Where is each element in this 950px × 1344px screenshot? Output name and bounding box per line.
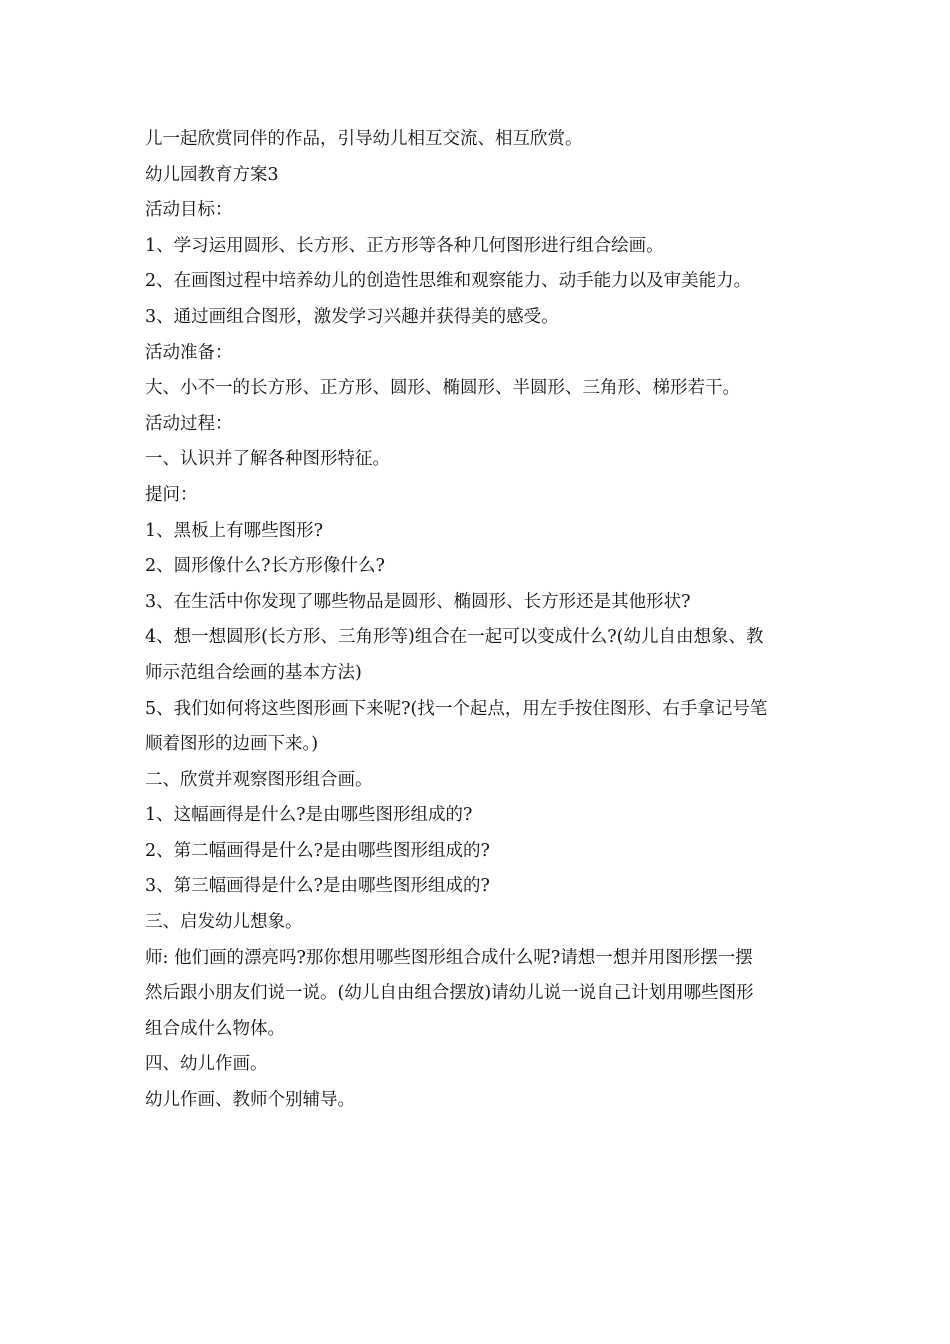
question-item: 1、黑板上有哪些图形?: [145, 520, 324, 541]
text-row: 5、我们如何将这些图形画下来呢?(找一个起点，用左手按住图形、右手拿记号笔: [145, 698, 768, 719]
question-item-multiline: [145, 692, 810, 763]
goal-item: 3、通过画组合图形，激发学习兴趣并获得美的感受。: [145, 306, 559, 327]
text-row: 组合成什么物体。: [145, 1018, 285, 1039]
text-row: 顺着图形的边画下来。): [145, 734, 319, 755]
question-item-multiline: [145, 620, 810, 691]
question-label: 提问：: [145, 484, 198, 505]
section-title: 幼儿园教育方案3: [145, 164, 279, 185]
text-row: 师示范组合绘画的基本方法): [145, 662, 362, 683]
goal-item: 1、学习运用圆形、长方形、正方形等各种几何图形进行组合绘画。: [145, 235, 664, 256]
heading-goals: 活动目标：: [145, 200, 233, 221]
document-page: [145, 122, 810, 1119]
text-line: 儿一起欣赏同伴的作品，引导幼儿相互交流、相互欣赏。: [145, 129, 583, 149]
teacher-paragraph: [145, 941, 810, 1048]
step-heading: 三、启发幼儿想象。: [145, 912, 303, 933]
heading-process: 活动过程：: [145, 413, 233, 434]
text-row: 然后跟小朋友们说一说。(幼儿自由组合摆放)请幼儿说一说自己计划用哪些图形: [145, 983, 754, 1004]
question-item: 2、圆形像什么?长方形像什么?: [145, 556, 385, 577]
step-heading: 四、幼儿作画。: [145, 1054, 268, 1075]
goal-item: 2、在画图过程中培养幼儿的创造性思维和观察能力、动手能力以及审美能力。: [145, 271, 752, 292]
question-item: 3、在生活中你发现了哪些物品是圆形、椭圆形、长方形还是其他形状?: [145, 591, 691, 612]
question-item: 3、第三幅画得是什么?是由哪些图形组成的?: [145, 876, 490, 897]
heading-preparation: 活动准备：: [145, 342, 233, 363]
question-item: 1、这幅画得是什么?是由哪些图形组成的?: [145, 805, 473, 826]
text-row: 师: 他们画的漂亮吗?那你想用哪些图形组合成什么呢?请想一想并用图形摆一摆: [145, 947, 753, 968]
step-heading: 二、欣赏并观察图形组合画。: [145, 769, 373, 790]
question-item: 2、第二幅画得是什么?是由哪些图形组成的?: [145, 840, 490, 861]
preparation-text: 大、小不一的长方形、正方形、圆形、椭圆形、半圆形、三角形、梯形若干。: [145, 378, 740, 399]
step-heading: 一、认识并了解各种图形特征。: [145, 449, 390, 470]
text-line: 幼儿作画、教师个别辅导。: [145, 1090, 355, 1111]
text-row: 4、想一想圆形(长方形、三角形等)组合在一起可以变成什么?(幼儿自由想象、教: [145, 627, 764, 648]
